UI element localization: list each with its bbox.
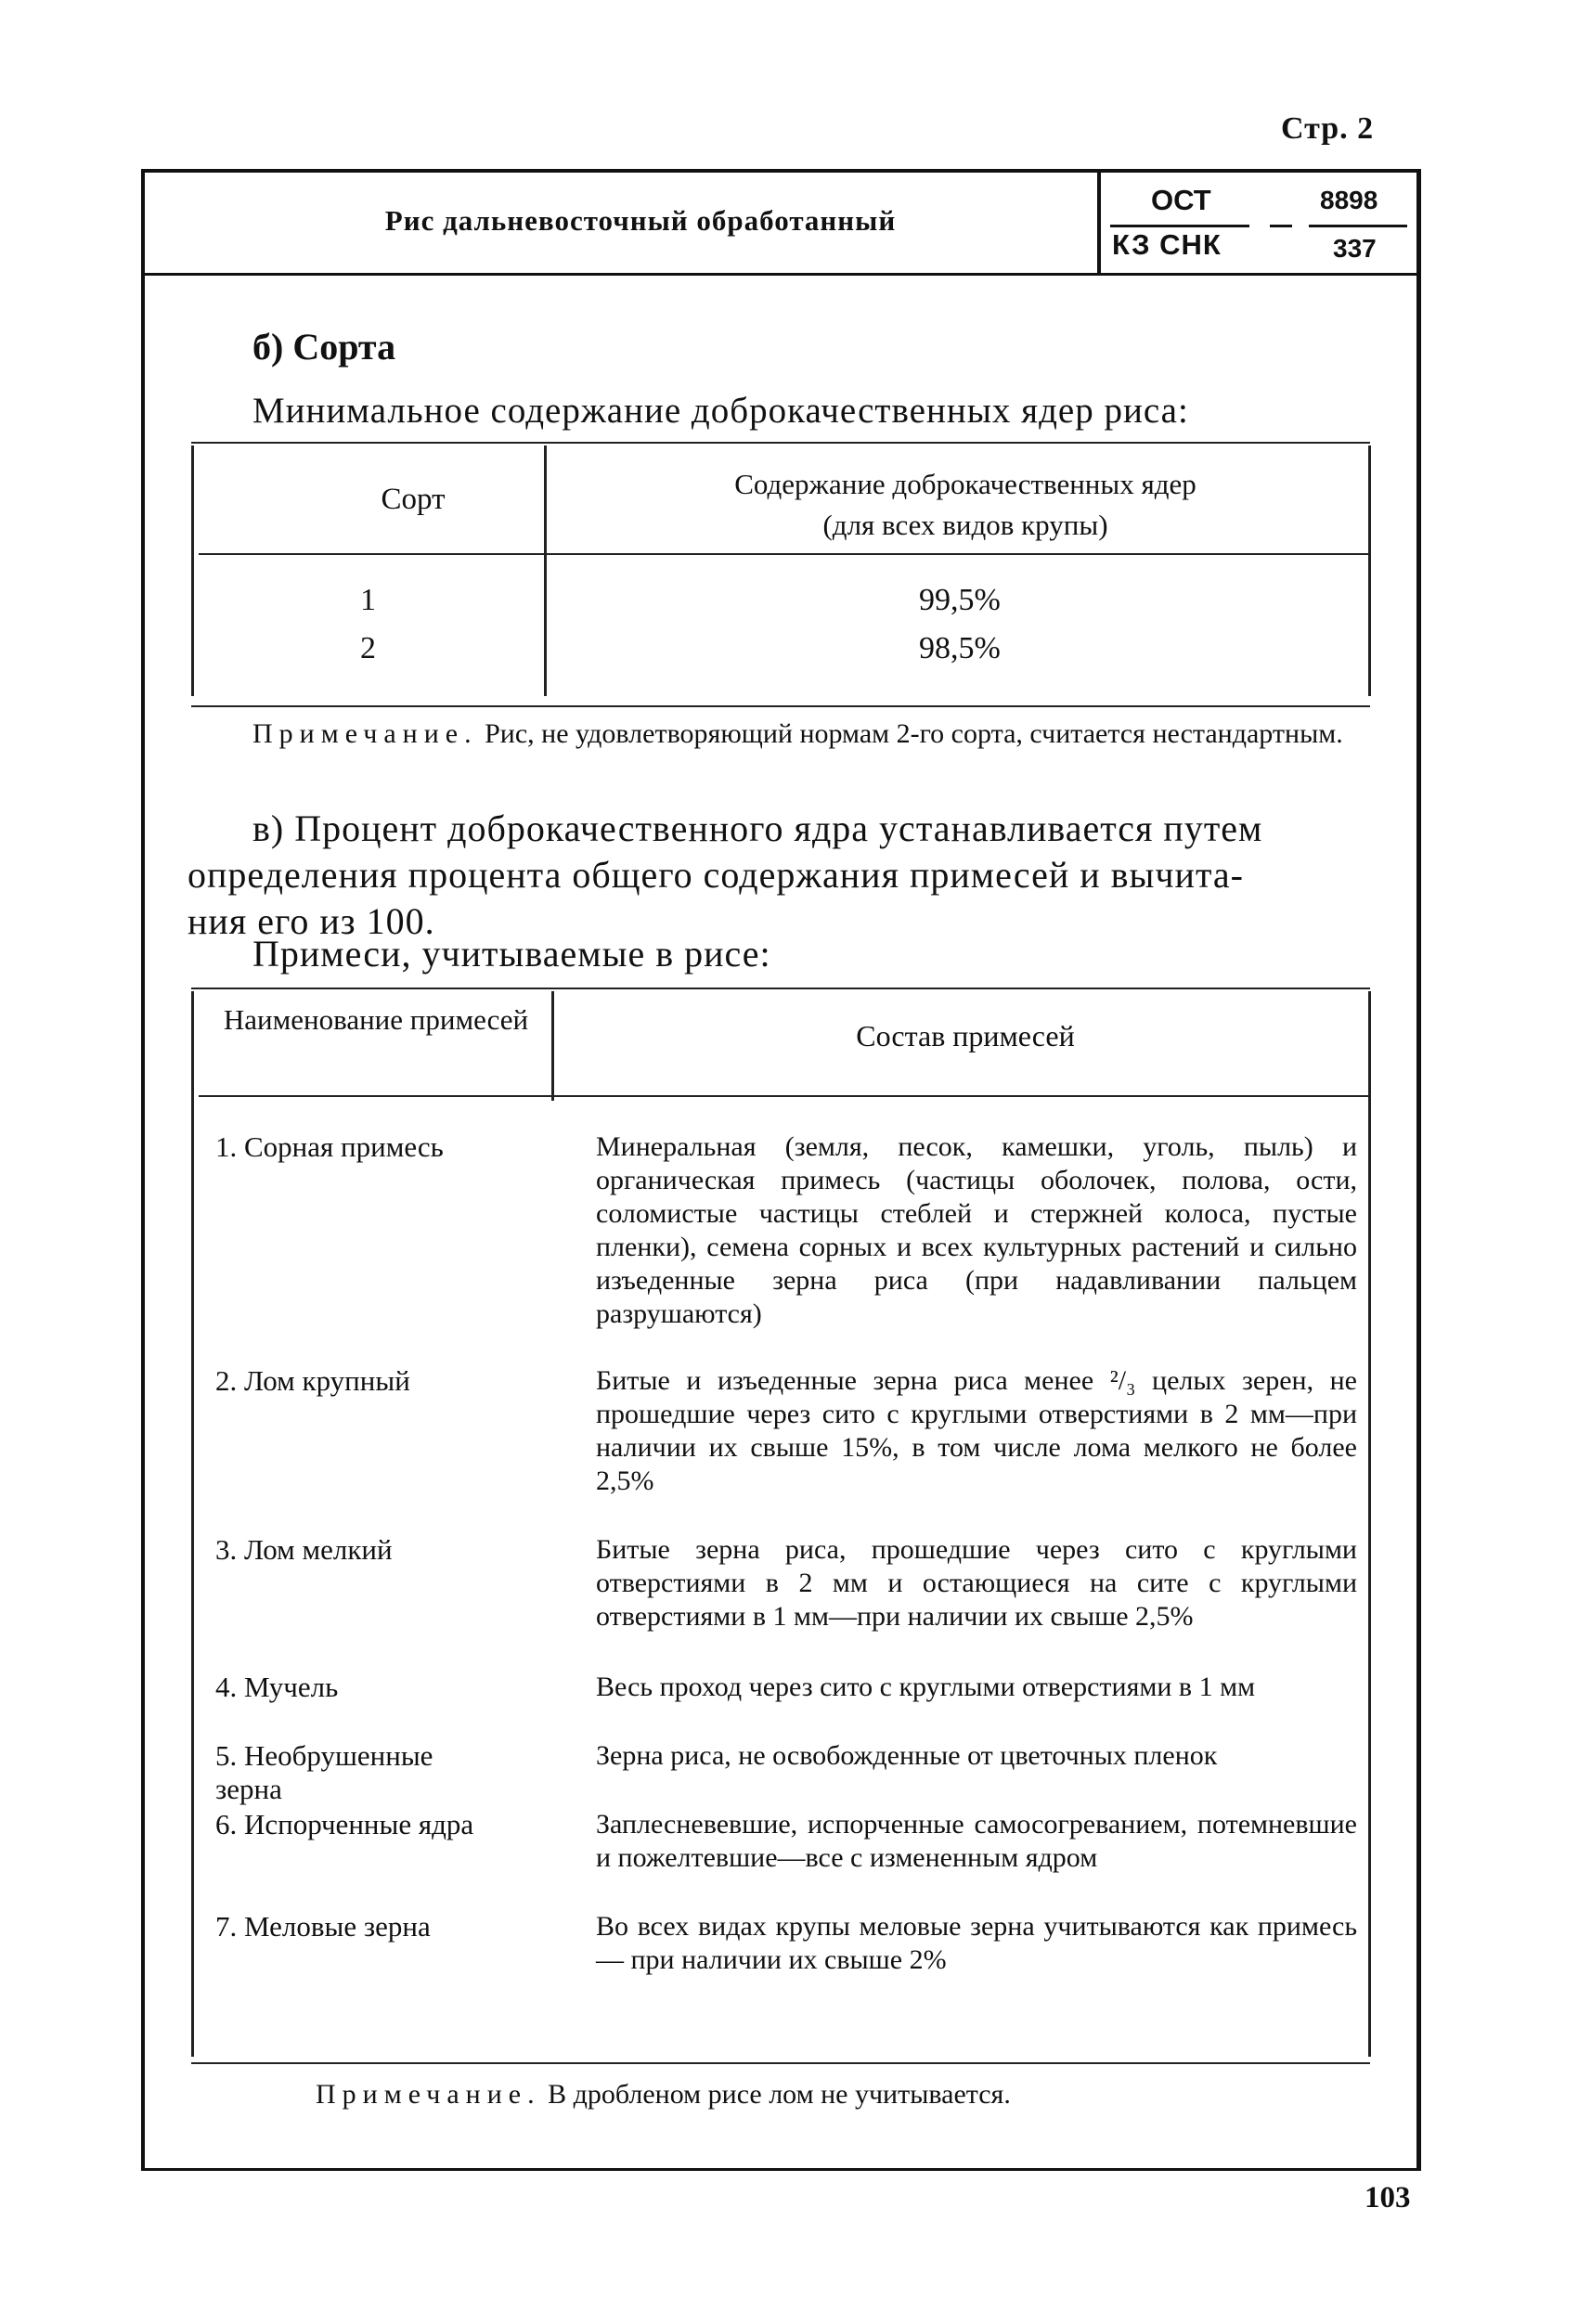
table2-row2-description: Битые и изъеденные зерна риса менее ²/₃ целых зерен, не прошедшие через сито с круглыми отверстиями в 2 мм—при наличии их свыше 15%, в том числе лома мелкого не более 2,5% [596, 1365, 1357, 1496]
section-v-line2: определения процента общего содержания примесей и вычита- [188, 854, 1244, 896]
standard-code-bottom-right: 337 [1333, 234, 1377, 263]
section-v-paragraph [188, 806, 1394, 945]
code-fraction-line-left [1110, 225, 1249, 227]
table2-row4-description: Весь проход через сито с круглыми отверстиями в 1 мм [596, 1672, 1256, 1702]
table2-header-rule [199, 1095, 1368, 1097]
table2-bottom-rule [191, 2062, 1370, 2064]
note2-text: В дробленом рисе лом не учитывается. [548, 2079, 1011, 2110]
table2-right-border [1368, 991, 1371, 2057]
table2-row1-description: Минеральная (земля, песок, камешки, уголь, пыль) и органическая примесь (частицы оболочек, полова, ости, соломистые частицы стеблей и стержней колоса, пустые пленки), семена сорных и всех культурных растений и сильно изъеденные зерна риса (при надавливании пальцем разрушаются) [596, 1131, 1357, 1329]
table2-row6-name: 6. Испорченные ядра [215, 1808, 474, 1840]
table1-top-rule [191, 442, 1370, 444]
table1-header-content [557, 464, 1374, 546]
table1-row1-grade: 1 [360, 583, 376, 617]
table1-header-grade: Сорт [381, 483, 446, 516]
table2-row4-name: 4. Мучель [215, 1671, 339, 1703]
document-title: Рис дальневосточный обработанный [384, 204, 897, 237]
table2-row7-name: 7. Меловые зерна [215, 1910, 431, 1943]
table2-header-name: Наименование примесей [223, 1003, 529, 1036]
section-b-intro: Минимальное содержание доброкачественных ядер риса: [252, 391, 1189, 431]
standard-code-top-left: ОСТ [1151, 184, 1211, 216]
table2-column-divider [551, 991, 554, 1101]
table1-row2-content: 98,5% [919, 631, 1001, 665]
table1-row2-grade: 2 [360, 631, 376, 665]
standard-code-bottom-left: КЗ СНК [1112, 228, 1222, 261]
table2-left-border [191, 991, 194, 2057]
table2-row7-description: Во всех видах крупы меловые зерна учитываются как примесь — при наличии их свыше 2% [596, 1911, 1357, 1975]
page-number: 103 [1365, 2181, 1411, 2214]
section-v-line1: в) Процент доброкачественного ядра устанавливается путем [252, 807, 1263, 849]
table1-header-rule [199, 553, 1368, 555]
code-fraction-line-right [1309, 225, 1407, 227]
section-v-intro: Примеси, учитываемые в рисе: [252, 933, 771, 975]
table2-row1-name: 1. Сорная примесь [215, 1130, 444, 1163]
section-b-note [252, 717, 1385, 752]
table2-row5-name: 5. Необрушенные зерна [215, 1739, 433, 1805]
table1-left-border [191, 445, 194, 696]
code-dash [1270, 225, 1292, 227]
table1-bottom-rule [191, 705, 1370, 707]
table2-top-rule [191, 988, 1370, 989]
section-v-note [316, 2079, 1011, 2111]
table1-header-content-line2: (для всех видов крупы) [822, 509, 1108, 541]
table2-row6-description: Заплесневевшие, испорченные самосогреванием, потемневшие и пожелтевшие—все с измененным ядром [596, 1809, 1357, 1873]
page-label: Стр. 2 [1281, 111, 1375, 146]
section-b-heading: б) Сорта [252, 326, 396, 368]
table1-header-content-line1: Содержание доброкачественных ядер [734, 468, 1196, 500]
section-v-line3: ния его из 100. [188, 900, 435, 942]
table2-row3-description: Битые зерна риса, прошедшие через сито с круглыми отверстиями в 2 мм и остающиеся на сите с круглыми отверстиями в 1 мм—при наличии их свыше 2,5% [596, 1534, 1357, 1632]
table1-row1-content: 99,5% [919, 583, 1001, 617]
note2-label: Примечание. [316, 2079, 541, 2110]
note-text: Рис, не удовлетворяющий нормам 2-го сорта, считается нестандартным. [485, 718, 1343, 749]
header-divider [141, 273, 1416, 276]
header-separator [1097, 173, 1101, 273]
table2-row2-name: 2. Лом крупный [215, 1364, 410, 1397]
table2-header-composition: Состав примесей [856, 1019, 1075, 1052]
note-label: Примечание. [252, 718, 478, 749]
table2-row5-description: Зерна риса, не освобожденные от цветочных пленок [596, 1740, 1218, 1771]
table2-row3-name: 3. Лом мелкий [215, 1533, 393, 1566]
standard-code-top-right: 8898 [1320, 186, 1378, 214]
